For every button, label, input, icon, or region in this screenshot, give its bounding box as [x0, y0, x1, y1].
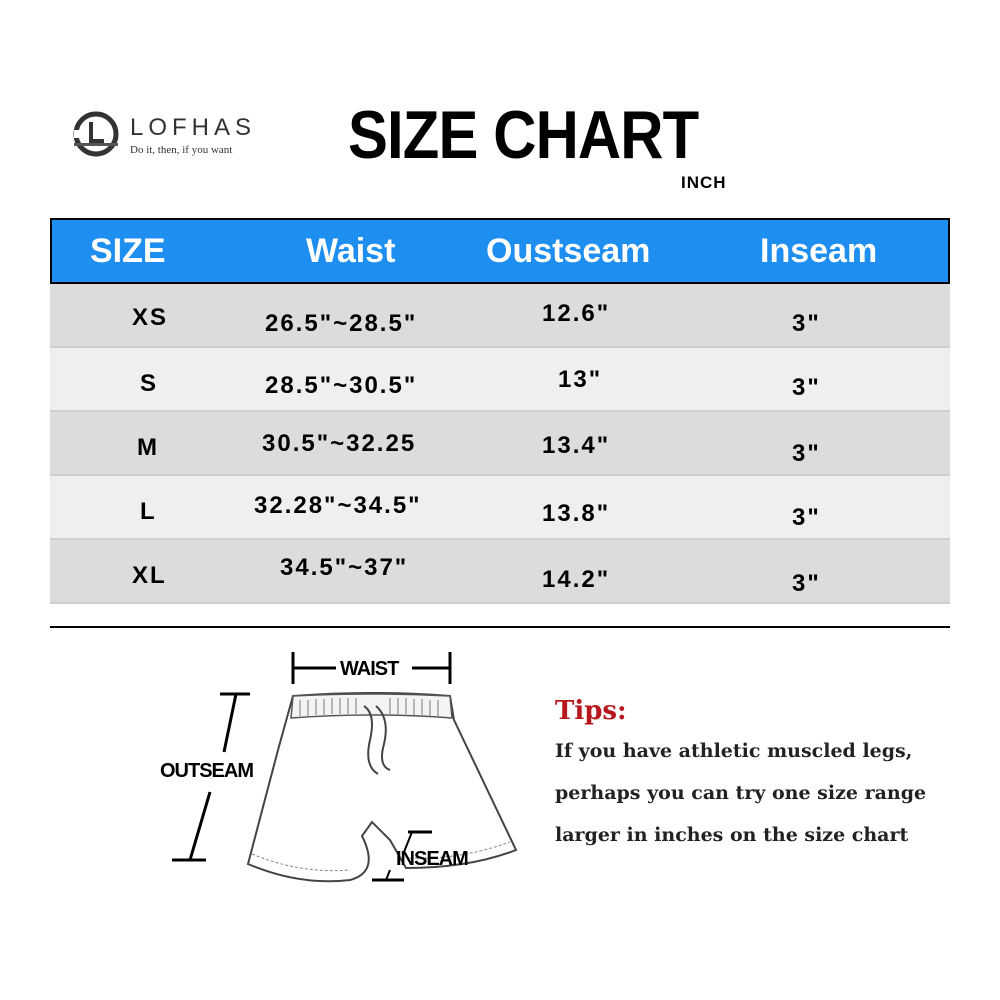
- cell-inseam: 3": [792, 504, 821, 531]
- tips-line: perhaps you can try one size range: [555, 782, 927, 804]
- cell-waist: 26.5"~28.5": [265, 310, 418, 337]
- table-row: [50, 348, 950, 412]
- header-outseam: Oustseam: [486, 232, 651, 270]
- tips-title: Tips:: [555, 696, 627, 726]
- header-size: SIZE: [90, 232, 166, 270]
- tips-line: If you have athletic muscled legs,: [555, 740, 913, 762]
- table-row: [50, 284, 950, 348]
- cell-size: M: [137, 434, 159, 461]
- outseam-label: OUTSEAM: [160, 760, 253, 782]
- size-table: [50, 218, 950, 604]
- table-row: [50, 476, 950, 540]
- cell-inseam: 3": [792, 440, 821, 467]
- waist-label: WAIST: [340, 658, 399, 680]
- inseam-label: INSEAM: [396, 848, 468, 870]
- header-inseam: Inseam: [760, 232, 878, 270]
- cell-inseam: 3": [792, 374, 821, 401]
- brand-tagline: Do it, then, if you want: [130, 144, 233, 156]
- cell-waist: 32.28"~34.5": [254, 492, 422, 519]
- cell-inseam: 3": [792, 310, 821, 337]
- cell-size: L: [140, 498, 157, 525]
- page-title: SIZE CHART: [348, 97, 699, 173]
- brand-logo: [72, 108, 272, 168]
- cell-outseam: 12.6": [542, 300, 611, 327]
- tips-line: larger in inches on the size chart: [555, 824, 909, 846]
- cell-outseam: 13.4": [542, 432, 611, 459]
- table-row: [50, 540, 950, 604]
- cell-waist: 34.5"~37": [280, 554, 409, 581]
- logo-l-icon: [72, 108, 122, 160]
- cell-outseam: 13": [558, 366, 603, 393]
- cell-outseam: 13.8": [542, 500, 611, 527]
- unit-label: INCH: [681, 173, 727, 192]
- cell-size: XL: [132, 562, 167, 589]
- cell-outseam: 14.2": [542, 566, 611, 593]
- section-divider: [50, 626, 950, 628]
- shorts-diagram: [150, 640, 530, 900]
- cell-waist: 28.5"~30.5": [265, 372, 418, 399]
- cell-size: S: [140, 370, 159, 397]
- table-header: [50, 218, 950, 284]
- table-row: [50, 412, 950, 476]
- header-waist: Waist: [306, 232, 396, 270]
- cell-waist: 30.5"~32.25: [262, 430, 417, 457]
- brand-name: LOFHAS: [130, 114, 257, 141]
- cell-size: XS: [132, 304, 169, 331]
- cell-inseam: 3": [792, 570, 821, 597]
